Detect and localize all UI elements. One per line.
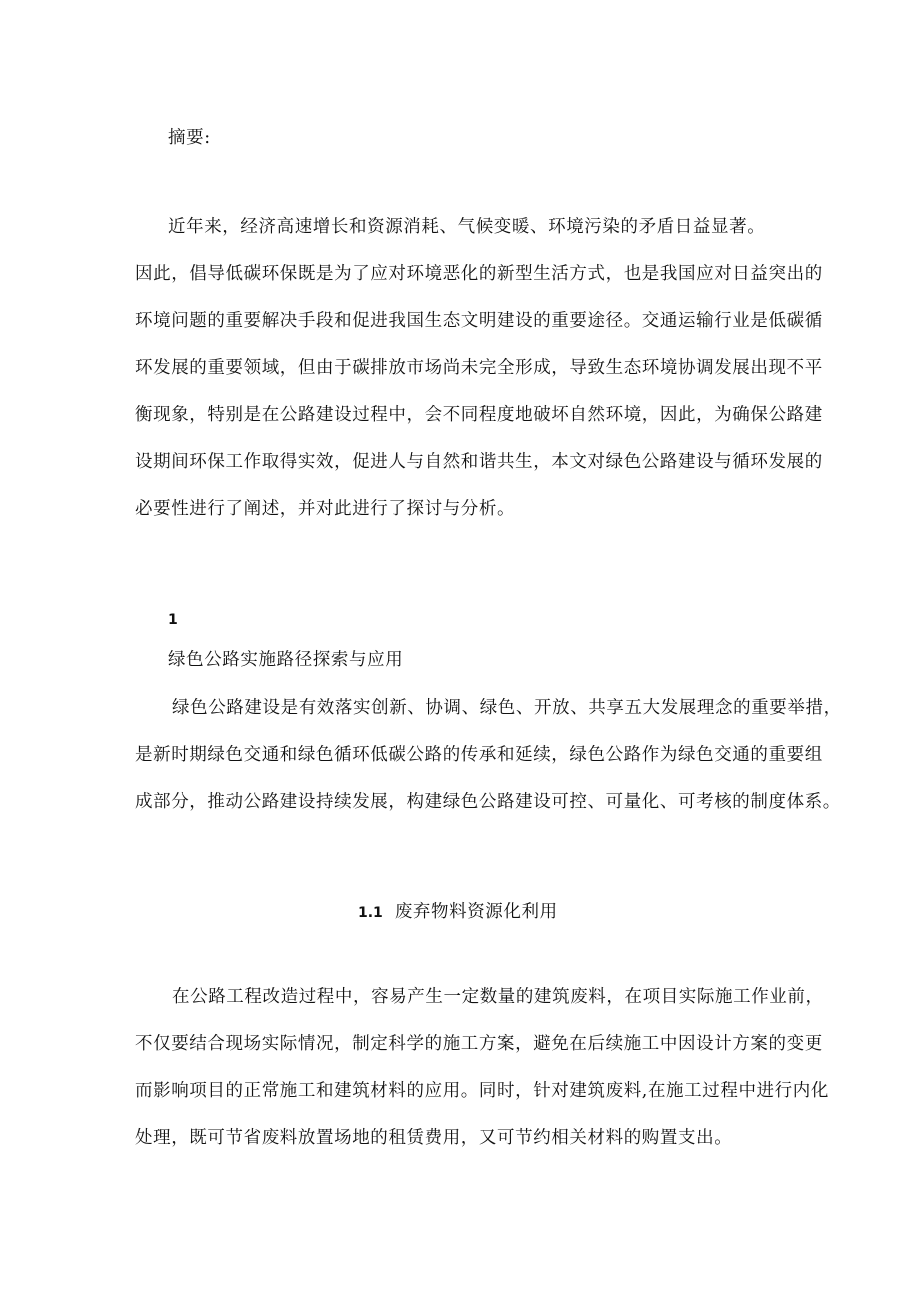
section-number: 1: [168, 612, 179, 628]
section-paragraph-line: 绿色公路建设是有效落实创新、协调、绿色、开放、共享五大发展理念的重要举措，: [172, 698, 842, 718]
section-title: 绿色公路实施路径探索与应用: [168, 650, 404, 670]
subsection-paragraph-line: 而影响项目的正常施工和建筑材料的应用。同时，针对建筑废料,在施工过程中进行内化: [135, 1081, 829, 1101]
abstract-line: 设期间环保工作取得实效，促进人与自然和谐共生，本文对绿色公路建设与循环发展的: [135, 452, 823, 472]
subsection-paragraph-line: 不仅要结合现场实际情况，制定科学的施工方案，避免在后续施工中因设计方案的变更: [135, 1034, 823, 1054]
abstract-line: 环发展的重要领域，但由于碳排放市场尚未完全形成，导致生态环境协调发展出现不平: [135, 358, 823, 378]
subsection-heading: [358, 900, 558, 925]
subsection-number: 1.1: [358, 905, 383, 921]
abstract-line: 必要性进行了阐述，并对此进行了探讨与分析。: [135, 499, 516, 519]
section-paragraph-line: 是新时期绿色交通和绿色循环低碳公路的传承和延续，绿色公路作为绿色交通的重要组: [135, 745, 823, 765]
subsection-paragraph-line: 处理，既可节省废料放置场地的租赁费用，又可节约相关材料的购置支出。: [135, 1128, 733, 1148]
abstract-heading: 摘要:: [168, 128, 211, 148]
section-paragraph-line: 成部分，推动公路建设持续发展，构建绿色公路建设可控、可量化、可考核的制度体系。: [135, 792, 841, 812]
abstract-line: 近年来，经济高速增长和资源消耗、气候变暖、环境污染的矛盾日益显著。: [168, 217, 766, 237]
subsection-paragraph-line: 在公路工程改造过程中，容易产生一定数量的建筑废料，在项目实际施工作业前，: [172, 987, 824, 1007]
abstract-line: 环境问题的重要解决手段和促进我国生态文明建设的重要途径。交通运输行业是低碳循: [135, 311, 823, 331]
abstract-line: 衡现象，特别是在公路建设过程中，会不同程度地破坏自然环境，因此，为确保公路建: [135, 405, 823, 425]
abstract-line: 因此，倡导低碳环保既是为了应对环境恶化的新型生活方式，也是我国应对日益突出的: [135, 264, 823, 284]
subsection-title: 废弃物料资源化利用: [394, 902, 558, 922]
